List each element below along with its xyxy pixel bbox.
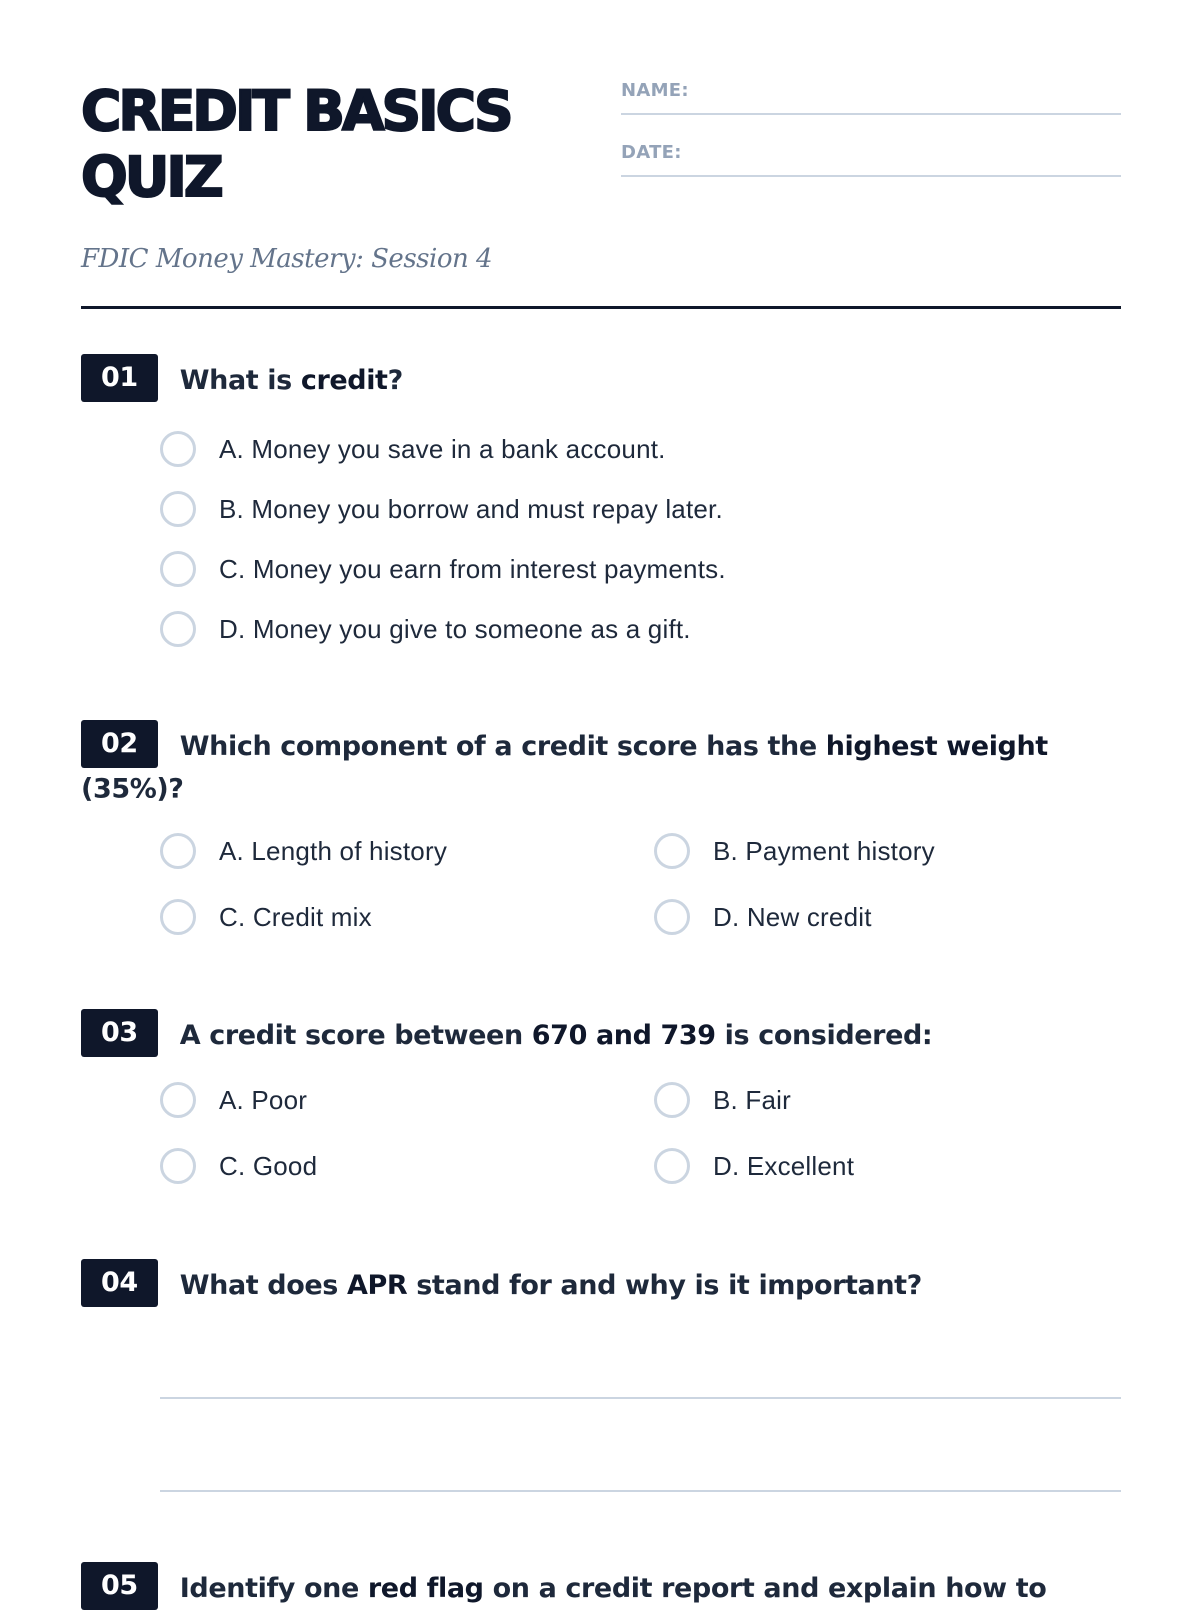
question-2-option-d[interactable] bbox=[654, 897, 872, 937]
name-label: NAME: bbox=[621, 80, 689, 101]
header-divider bbox=[81, 306, 1121, 309]
question-1-option-a[interactable] bbox=[160, 429, 666, 469]
question-2-option-c[interactable] bbox=[160, 897, 372, 937]
question-2 bbox=[81, 723, 1121, 932]
question-5 bbox=[81, 1565, 1121, 1613]
question-number-badge: 04 bbox=[81, 1259, 158, 1307]
question-3-heading bbox=[81, 1012, 1121, 1060]
quiz-header bbox=[81, 0, 1121, 310]
radio-button[interactable] bbox=[160, 833, 196, 869]
radio-button[interactable] bbox=[160, 491, 196, 527]
question-number-badge: 03 bbox=[81, 1009, 158, 1057]
question-5-heading bbox=[81, 1565, 1121, 1613]
question-4 bbox=[81, 1262, 1121, 1310]
question-2-text: Which component of a credit score has the highest weight (35%)? bbox=[81, 731, 1048, 805]
option-label: A. Poor bbox=[219, 1084, 308, 1115]
option-label: D. New credit bbox=[713, 901, 872, 932]
question-number-badge: 01 bbox=[81, 354, 158, 402]
question-1-heading bbox=[81, 357, 1121, 405]
radio-button[interactable] bbox=[654, 833, 690, 869]
option-label: C. Money you earn from interest payments. bbox=[219, 553, 726, 584]
question-1-option-d[interactable] bbox=[160, 609, 691, 649]
radio-button[interactable] bbox=[160, 1148, 196, 1184]
question-2-option-a[interactable] bbox=[160, 831, 447, 871]
question-3 bbox=[81, 1012, 1121, 1181]
question-2-option-b[interactable] bbox=[654, 831, 935, 871]
name-field[interactable] bbox=[621, 80, 1121, 115]
radio-button[interactable] bbox=[160, 1082, 196, 1118]
answer-line[interactable] bbox=[160, 1490, 1121, 1492]
answer-line[interactable] bbox=[160, 1397, 1121, 1399]
date-field[interactable] bbox=[621, 142, 1121, 177]
option-label: C. Good bbox=[219, 1150, 318, 1181]
question-1-option-b[interactable] bbox=[160, 489, 723, 529]
quiz-title: CREDIT BASICS QUIZ bbox=[81, 79, 511, 209]
radio-button[interactable] bbox=[160, 899, 196, 935]
option-label: B. Fair bbox=[713, 1084, 791, 1115]
option-label: B. Payment history bbox=[713, 835, 935, 866]
radio-button[interactable] bbox=[160, 431, 196, 467]
option-label: B. Money you borrow and must repay later. bbox=[219, 493, 723, 524]
radio-button[interactable] bbox=[654, 1148, 690, 1184]
question-3-option-a[interactable] bbox=[160, 1080, 307, 1120]
option-label: C. Credit mix bbox=[219, 901, 372, 932]
question-5-text: Identify one red flag on a credit report and explain how to bbox=[179, 1573, 1047, 1604]
radio-button[interactable] bbox=[654, 899, 690, 935]
question-1-option-c[interactable] bbox=[160, 549, 726, 589]
question-4-text: What does APR stand for and why is it important? bbox=[179, 1270, 922, 1301]
quiz-subtitle: FDIC Money Mastery: Session 4 bbox=[81, 244, 493, 274]
question-3-option-b[interactable] bbox=[654, 1080, 791, 1120]
option-label: D. Excellent bbox=[713, 1150, 855, 1181]
question-3-text: A credit score between 670 and 739 is considered: bbox=[179, 1020, 933, 1051]
question-2-heading bbox=[81, 723, 1121, 808]
question-number-badge: 02 bbox=[81, 720, 158, 768]
radio-button[interactable] bbox=[160, 611, 196, 647]
option-label: A. Length of history bbox=[219, 835, 448, 866]
question-number-badge: 05 bbox=[81, 1562, 158, 1610]
radio-button[interactable] bbox=[654, 1082, 690, 1118]
date-label: DATE: bbox=[621, 142, 682, 163]
question-3-option-d[interactable] bbox=[654, 1146, 854, 1186]
radio-button[interactable] bbox=[160, 551, 196, 587]
question-4-heading bbox=[81, 1262, 1121, 1310]
option-label: A. Money you save in a bank account. bbox=[219, 433, 666, 464]
question-3-option-c[interactable] bbox=[160, 1146, 317, 1186]
option-label: D. Money you give to someone as a gift. bbox=[219, 613, 691, 644]
question-1-text: What is credit? bbox=[179, 365, 403, 396]
quiz-page bbox=[81, 0, 1121, 1604]
question-1 bbox=[81, 357, 1121, 644]
